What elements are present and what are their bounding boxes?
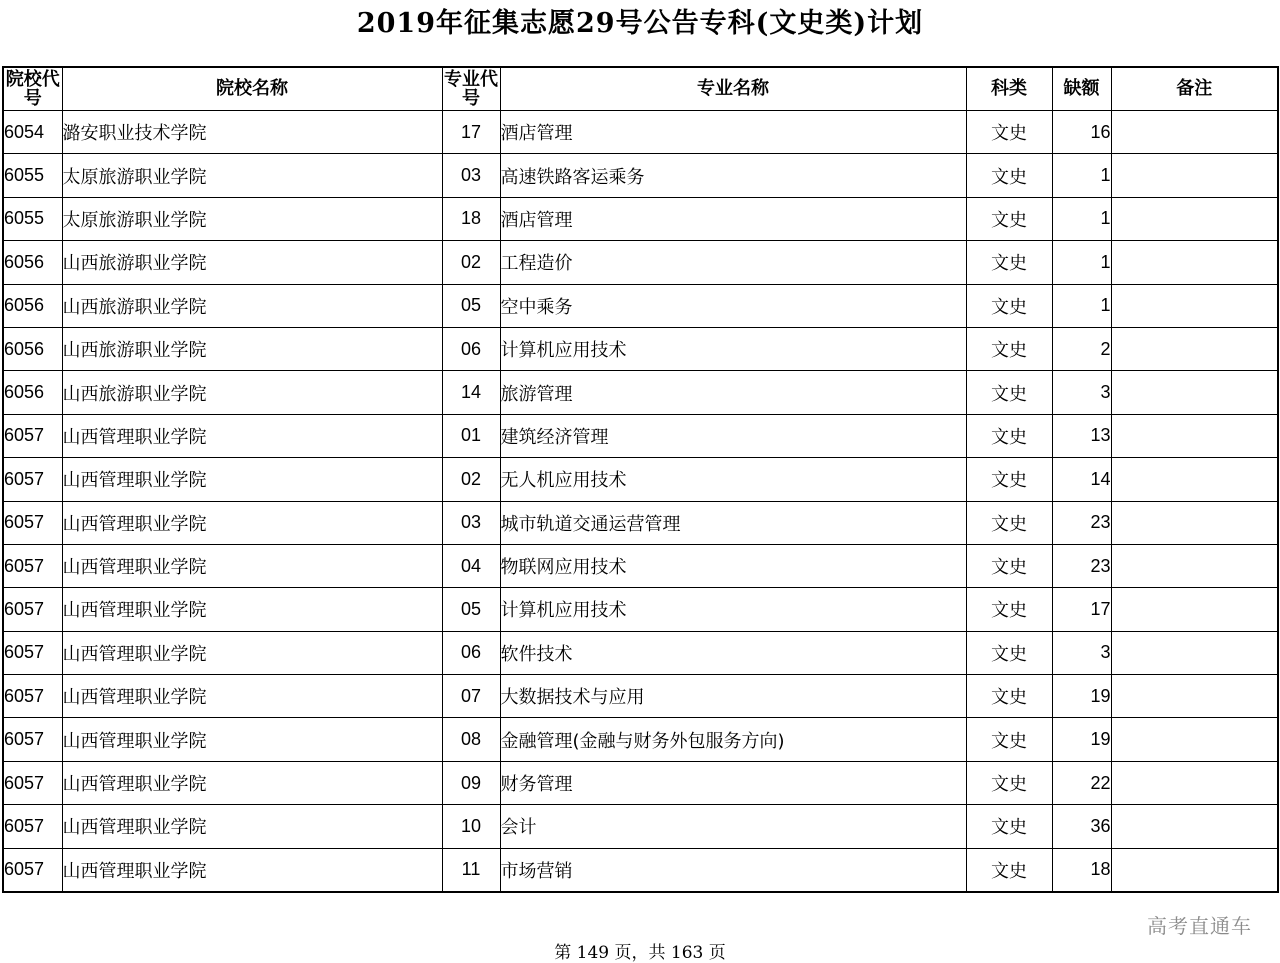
note-cell xyxy=(1111,588,1278,631)
major-code-cell: 06 xyxy=(442,631,500,674)
page-title: 2019年征集志愿29号公告专科(文史类)计划 xyxy=(356,8,924,39)
note-cell xyxy=(1111,241,1278,284)
school-name-cell: 山西管理职业学院 xyxy=(62,414,442,457)
note-cell xyxy=(1111,111,1278,154)
category-cell: 文史 xyxy=(966,414,1052,457)
school-name-cell: 山西旅游职业学院 xyxy=(62,284,442,327)
school-code-cell: 6057 xyxy=(3,805,62,848)
major-code-cell: 08 xyxy=(442,718,500,761)
quota-cell: 22 xyxy=(1052,761,1111,804)
note-cell xyxy=(1111,414,1278,457)
category-cell: 文史 xyxy=(966,631,1052,674)
header-school-code: 院校代号 xyxy=(3,67,62,111)
major-code-cell: 03 xyxy=(442,154,500,197)
note-cell xyxy=(1111,631,1278,674)
quota-cell: 1 xyxy=(1052,284,1111,327)
quota-cell: 1 xyxy=(1052,241,1111,284)
quota-cell: 23 xyxy=(1052,544,1111,587)
table-row xyxy=(3,284,1278,327)
table-row xyxy=(3,458,1278,501)
major-name-cell: 旅游管理 xyxy=(500,371,966,414)
category-cell: 文史 xyxy=(966,458,1052,501)
school-name-cell: 潞安职业技术学院 xyxy=(62,111,442,154)
major-code-cell: 17 xyxy=(442,111,500,154)
header-quota: 缺额 xyxy=(1052,67,1111,111)
major-code-cell: 11 xyxy=(442,848,500,892)
major-code-cell: 05 xyxy=(442,588,500,631)
school-name-cell: 山西管理职业学院 xyxy=(62,458,442,501)
major-name-cell: 高速铁路客运乘务 xyxy=(500,154,966,197)
major-code-cell: 18 xyxy=(442,197,500,240)
school-name-cell: 山西旅游职业学院 xyxy=(62,371,442,414)
header-major-name: 专业名称 xyxy=(500,67,966,111)
quota-cell: 14 xyxy=(1052,458,1111,501)
table-row xyxy=(3,848,1278,892)
quota-cell: 3 xyxy=(1052,631,1111,674)
major-name-cell: 软件技术 xyxy=(500,631,966,674)
school-code-cell: 6057 xyxy=(3,588,62,631)
major-name-cell: 酒店管理 xyxy=(500,111,966,154)
school-code-cell: 6057 xyxy=(3,501,62,544)
category-cell: 文史 xyxy=(966,675,1052,718)
major-name-cell: 计算机应用技术 xyxy=(500,588,966,631)
note-cell xyxy=(1111,371,1278,414)
category-cell: 文史 xyxy=(966,327,1052,370)
major-name-cell: 建筑经济管理 xyxy=(500,414,966,457)
table-row xyxy=(3,588,1278,631)
quota-cell: 19 xyxy=(1052,675,1111,718)
major-name-cell: 大数据技术与应用 xyxy=(500,675,966,718)
major-code-cell: 09 xyxy=(442,761,500,804)
quota-cell: 13 xyxy=(1052,414,1111,457)
major-name-cell: 市场营销 xyxy=(500,848,966,892)
major-code-cell: 03 xyxy=(442,501,500,544)
quota-cell: 1 xyxy=(1052,197,1111,240)
school-code-cell: 6056 xyxy=(3,371,62,414)
category-cell: 文史 xyxy=(966,761,1052,804)
note-cell xyxy=(1111,501,1278,544)
school-code-cell: 6057 xyxy=(3,631,62,674)
major-name-cell: 无人机应用技术 xyxy=(500,458,966,501)
major-code-cell: 07 xyxy=(442,675,500,718)
major-name-cell: 工程造价 xyxy=(500,241,966,284)
quota-cell: 17 xyxy=(1052,588,1111,631)
note-cell xyxy=(1111,675,1278,718)
header-category: 科类 xyxy=(966,67,1052,111)
major-name-cell: 财务管理 xyxy=(500,761,966,804)
table-row xyxy=(3,111,1278,154)
table-row xyxy=(3,327,1278,370)
note-cell xyxy=(1111,284,1278,327)
table-row xyxy=(3,501,1278,544)
note-cell xyxy=(1111,154,1278,197)
quota-cell: 3 xyxy=(1052,371,1111,414)
quota-cell: 19 xyxy=(1052,718,1111,761)
category-cell: 文史 xyxy=(966,371,1052,414)
major-code-cell: 06 xyxy=(442,327,500,370)
school-code-cell: 6057 xyxy=(3,458,62,501)
note-cell xyxy=(1111,327,1278,370)
quota-cell: 1 xyxy=(1052,154,1111,197)
major-code-cell: 01 xyxy=(442,414,500,457)
table-row xyxy=(3,761,1278,804)
category-cell: 文史 xyxy=(966,501,1052,544)
major-code-cell: 02 xyxy=(442,458,500,501)
category-cell: 文史 xyxy=(966,848,1052,892)
school-code-cell: 6056 xyxy=(3,284,62,327)
school-name-cell: 山西旅游职业学院 xyxy=(62,241,442,284)
school-code-cell: 6056 xyxy=(3,327,62,370)
school-name-cell: 山西旅游职业学院 xyxy=(62,327,442,370)
school-code-cell: 6057 xyxy=(3,544,62,587)
quota-cell: 16 xyxy=(1052,111,1111,154)
plan-table xyxy=(2,66,1279,893)
table-row xyxy=(3,154,1278,197)
table-body xyxy=(3,111,1278,893)
school-name-cell: 山西管理职业学院 xyxy=(62,675,442,718)
quota-cell: 36 xyxy=(1052,805,1111,848)
table-row xyxy=(3,197,1278,240)
major-code-cell: 02 xyxy=(442,241,500,284)
note-cell xyxy=(1111,458,1278,501)
school-code-cell: 6054 xyxy=(3,111,62,154)
school-name-cell: 山西管理职业学院 xyxy=(62,588,442,631)
table-row xyxy=(3,675,1278,718)
note-cell xyxy=(1111,848,1278,892)
school-code-cell: 6057 xyxy=(3,414,62,457)
major-code-cell: 05 xyxy=(442,284,500,327)
major-name-cell: 空中乘务 xyxy=(500,284,966,327)
school-code-cell: 6055 xyxy=(3,154,62,197)
category-cell: 文史 xyxy=(966,241,1052,284)
school-name-cell: 太原旅游职业学院 xyxy=(62,197,442,240)
category-cell: 文史 xyxy=(966,284,1052,327)
category-cell: 文史 xyxy=(966,197,1052,240)
major-name-cell: 酒店管理 xyxy=(500,197,966,240)
school-name-cell: 山西管理职业学院 xyxy=(62,544,442,587)
school-name-cell: 山西管理职业学院 xyxy=(62,501,442,544)
major-name-cell: 城市轨道交通运营管理 xyxy=(500,501,966,544)
school-name-cell: 山西管理职业学院 xyxy=(62,631,442,674)
major-name-cell: 会计 xyxy=(500,805,966,848)
major-code-cell: 04 xyxy=(442,544,500,587)
school-name-cell: 山西管理职业学院 xyxy=(62,805,442,848)
school-name-cell: 山西管理职业学院 xyxy=(62,848,442,892)
table-row xyxy=(3,805,1278,848)
school-name-cell: 太原旅游职业学院 xyxy=(62,154,442,197)
school-code-cell: 6057 xyxy=(3,675,62,718)
note-cell xyxy=(1111,197,1278,240)
note-cell xyxy=(1111,761,1278,804)
school-code-cell: 6055 xyxy=(3,197,62,240)
quota-cell: 18 xyxy=(1052,848,1111,892)
note-cell xyxy=(1111,718,1278,761)
table-row xyxy=(3,718,1278,761)
school-name-cell: 山西管理职业学院 xyxy=(62,761,442,804)
school-name-cell: 山西管理职业学院 xyxy=(62,718,442,761)
major-name-cell: 物联网应用技术 xyxy=(500,544,966,587)
category-cell: 文史 xyxy=(966,805,1052,848)
major-code-cell: 10 xyxy=(442,805,500,848)
table-row xyxy=(3,241,1278,284)
category-cell: 文史 xyxy=(966,718,1052,761)
major-name-cell: 计算机应用技术 xyxy=(500,327,966,370)
major-name-cell: 金融管理(金融与财务外包服务方向) xyxy=(500,718,966,761)
table-row xyxy=(3,631,1278,674)
table-row xyxy=(3,371,1278,414)
page-footer: 第 149 页，共 163 页 xyxy=(554,943,726,963)
table-row xyxy=(3,544,1278,587)
category-cell: 文史 xyxy=(966,588,1052,631)
school-code-cell: 6057 xyxy=(3,761,62,804)
category-cell: 文史 xyxy=(966,111,1052,154)
quota-cell: 23 xyxy=(1052,501,1111,544)
table-row xyxy=(3,414,1278,457)
header-note: 备注 xyxy=(1111,67,1278,111)
quota-cell: 2 xyxy=(1052,327,1111,370)
school-code-cell: 6057 xyxy=(3,848,62,892)
school-code-cell: 6057 xyxy=(3,718,62,761)
category-cell: 文史 xyxy=(966,154,1052,197)
watermark-text: 高考直通车 xyxy=(1147,914,1252,938)
category-cell: 文史 xyxy=(966,544,1052,587)
note-cell xyxy=(1111,805,1278,848)
note-cell xyxy=(1111,544,1278,587)
header-school-name: 院校名称 xyxy=(62,67,442,111)
header-major-code: 专业代号 xyxy=(444,69,498,109)
table-header-row xyxy=(3,67,1278,111)
school-code-cell: 6056 xyxy=(3,241,62,284)
major-code-cell: 14 xyxy=(442,371,500,414)
